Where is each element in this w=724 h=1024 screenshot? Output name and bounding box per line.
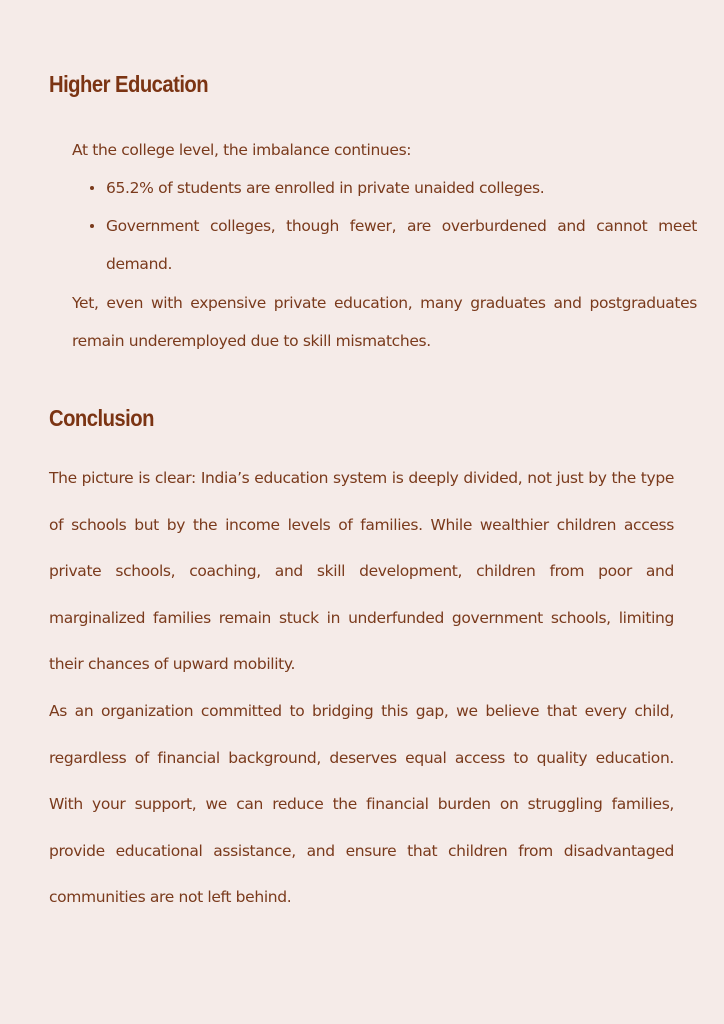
section-heading-conclusion: Conclusion	[49, 405, 154, 431]
bullet-item: Government colleges, though fewer, are overburdened and cannot meet demand.	[90, 207, 697, 283]
section-heading-higher-education: Higher Education	[49, 71, 209, 97]
conclusion-paragraph: The picture is clear: India’s education system is deeply divided, not just by the type of schools but by the income levels of families. While wealthier children access private schools, coaching, and skill development, children from poor and marginalized families remain stuck in underfunded government schools, limiting their chances of upward mobility.	[49, 469, 674, 673]
higher-education-bullet-list	[90, 169, 697, 283]
bullet-item: 65.2% of students are enrolled in private unaided colleges.	[90, 169, 697, 207]
higher-education-closing: Yet, even with expensive private education, many graduates and postgraduates remain underemployed due to skill mismatches.	[72, 294, 697, 350]
conclusion-paragraph: As an organization committed to bridging this gap, we believe that every child, regardless of financial background, deserves equal access to quality education. With your support, we can reduce the financial burden on struggling families, provide educational assistance, and ensure that children from disadvantaged communities are not left behind.	[49, 702, 674, 906]
higher-education-intro: At the college level, the imbalance continues:	[72, 141, 412, 159]
